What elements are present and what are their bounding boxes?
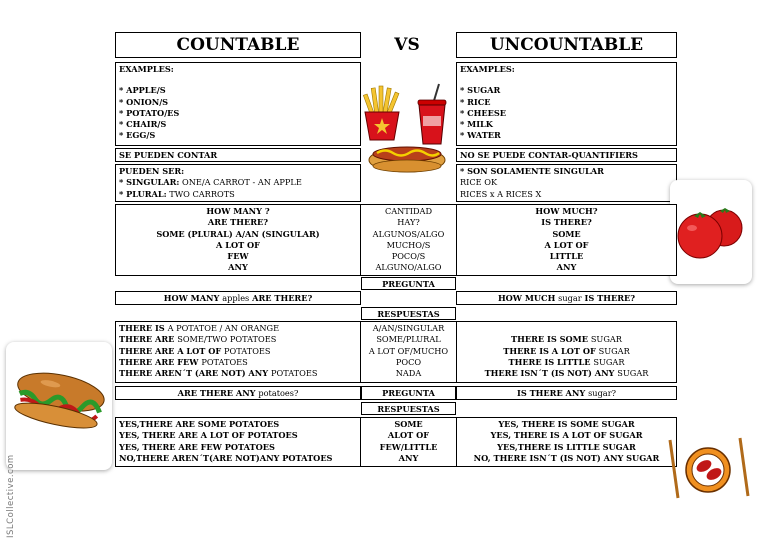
question-noun: apples [222,293,250,303]
list-item: * SUGAR [460,85,501,96]
list-item: ANY [228,262,248,273]
answers-uncountable-1 [456,321,677,383]
answer-noun: POTATOES [224,345,271,356]
list-item: YES, THERE IS A LOT OF SUGAR [490,430,643,441]
countable-examples-heading: EXAMPLES: [119,64,174,74]
answers-middle-2 [361,417,456,467]
list-item: SOME (PLURAL) A/AN (SINGULAR) [156,228,320,239]
uncountable-quantifiers [456,204,677,276]
list-item: ALGUNOS/ALGO [372,228,445,239]
answer-text: THERE IS LITTLE [508,356,594,367]
list-item: YES, THERE IS SOME SUGAR [498,419,635,429]
answer-text: THERE IS [119,323,168,333]
respuestas-label-2: RESPUESTAS [361,402,456,415]
list-item: * RICE [460,96,491,107]
tomato-icon [670,180,752,284]
question-text: ARE THERE? [249,293,313,303]
plural-text: TWO CARROTS [166,188,235,199]
list-item: * MILK [460,119,493,130]
answer-text: THERE ARE [119,334,178,345]
list-item: ALOT OF [387,430,430,441]
question-countable-1 [115,291,361,305]
answer-noun: A POTATOE / AN ORANGE [167,323,280,333]
list-item: ANY [556,262,577,273]
answer-text: THERE ARE A LOT OF [119,345,225,356]
answers-uncountable-2 [456,417,677,467]
list-item: YES,THERE ARE SOME POTATOES [119,419,280,429]
list-item: POCO [395,356,422,367]
list-item: SOME/PLURAL [376,334,441,345]
list-item: HOW MUCH? [535,206,598,216]
fast-food-illustration [361,82,455,178]
countable-forms [115,164,361,202]
list-item: ALGUNO/ALGO [375,262,442,273]
answer-text: THERE ISN´T (IS NOT) ANY [484,368,618,379]
list-item: NO, THERE ISN´T (IS NOT) ANY SUGAR [473,452,660,463]
respuestas-label-1: RESPUESTAS [361,307,456,320]
pregunta-label-2: PREGUNTA [361,386,456,400]
list-item: NO,THERE AREN´T(ARE NOT)ANY POTATOES [119,452,333,463]
tomatoes-card [670,180,752,284]
singular-text: ONE/A CARROT - AN APPLE [179,177,302,188]
list-item: HAY? [397,217,420,228]
answer-noun: POTATOES [201,356,248,367]
list-item: MUCHO/S [386,239,431,250]
sandwich-icon [6,342,112,470]
list-item: ARE THERE? [207,217,269,228]
pregunta-label-1: PREGUNTA [361,277,456,290]
list-item: * ONION/S [119,96,169,107]
answer-noun: POTATOES [270,368,318,379]
answers-countable-2 [115,417,361,467]
list-item: A LOT OF [544,239,589,250]
list-item: NADA [395,368,422,379]
uncountable-forms-line2: RICES x A RICES X [460,188,542,199]
question-noun: sugar [558,293,582,303]
question-text: HOW MUCH [497,293,559,303]
list-item: * WATER [460,130,501,141]
list-item: IS THERE? [541,217,592,228]
answer-noun: SUGAR [617,368,649,379]
list-item: POCO/S [391,251,426,262]
list-item: ANY [398,452,419,463]
answer-noun: SUGAR [590,334,622,345]
list-item: FEW [227,251,249,262]
singular-label: * SINGULAR: [119,177,180,188]
list-item: * EGG/S [119,130,156,141]
answer-text: THERE IS A LOT OF [503,345,599,356]
uncountable-examples [456,62,677,146]
answer-noun: SUGAR [598,345,630,356]
list-item: LITTLE [549,251,584,262]
uncountable-forms [456,164,677,202]
list-item: FEW/LITTLE [379,441,438,452]
list-item: YES, THERE ARE A LOT OF POTATOES [119,430,298,441]
list-item: A LOT OF [216,239,260,250]
list-item: A LOT OF/MUCHO [368,345,449,356]
list-item: YES, THERE ARE FEW POTATOES [119,441,275,452]
countable-title: COUNTABLE [115,32,361,58]
list-item: CANTIDAD [384,206,433,216]
question-text: ARE THERE ANY [177,388,259,398]
list-item: * APPLE/S [119,85,166,96]
answer-text: THERE AREN´T (ARE NOT) ANY [119,368,271,379]
uncountable-title: UNCOUNTABLE [456,32,677,58]
plural-label: * PLURAL: [119,188,167,199]
question-text: IS THERE? [581,293,636,303]
list-item: A/AN/SINGULAR [372,323,445,333]
uncountable-forms-line1: RICE OK [460,177,498,188]
list-item: * CHEESE [460,107,507,118]
question-text: IS THERE ANY [517,388,589,398]
question-uncountable-2 [456,386,677,400]
question-uncountable-1 [456,291,677,305]
question-text: HOW MANY [163,293,223,303]
countable-forms-heading: PUEDEN SER: [119,166,185,176]
countable-quantifiers [115,204,361,276]
question-noun: potatoes? [258,388,299,398]
countable-examples [115,62,361,146]
sushi-illustration [664,434,754,502]
uncountable-examples-heading: EXAMPLES: [460,64,515,74]
answers-countable-1 [115,321,361,383]
answer-text: THERE ARE FEW [119,356,202,367]
list-item: * CHAIR/S [119,119,167,130]
sandwich-card [6,342,112,470]
countable-can-count: SE PUEDEN CONTAR [115,148,361,162]
list-item: SOME [394,419,423,429]
answer-noun: SOME/TWO POTATOES [177,334,277,345]
watermark: ISLCollective.com [6,454,16,538]
vs-label: VS [394,35,420,55]
answer-text: THERE IS SOME [511,334,591,345]
middle-quantifiers [361,204,456,276]
question-countable-2 [115,386,361,400]
question-noun: sugar? [588,388,616,398]
list-item: HOW MANY ? [206,206,270,216]
uncountable-cannot-count: NO SE PUEDE CONTAR-QUANTIFIERS [456,148,677,162]
list-item: YES,THERE IS LITTLE SUGAR [497,441,636,452]
answer-noun: SUGAR [593,356,625,367]
list-item: SOME [552,228,581,239]
uncountable-forms-heading: * SON SOLAMENTE SINGULAR [460,166,604,176]
list-item: * POTATO/ES [119,107,180,118]
answers-middle-1 [361,321,456,383]
